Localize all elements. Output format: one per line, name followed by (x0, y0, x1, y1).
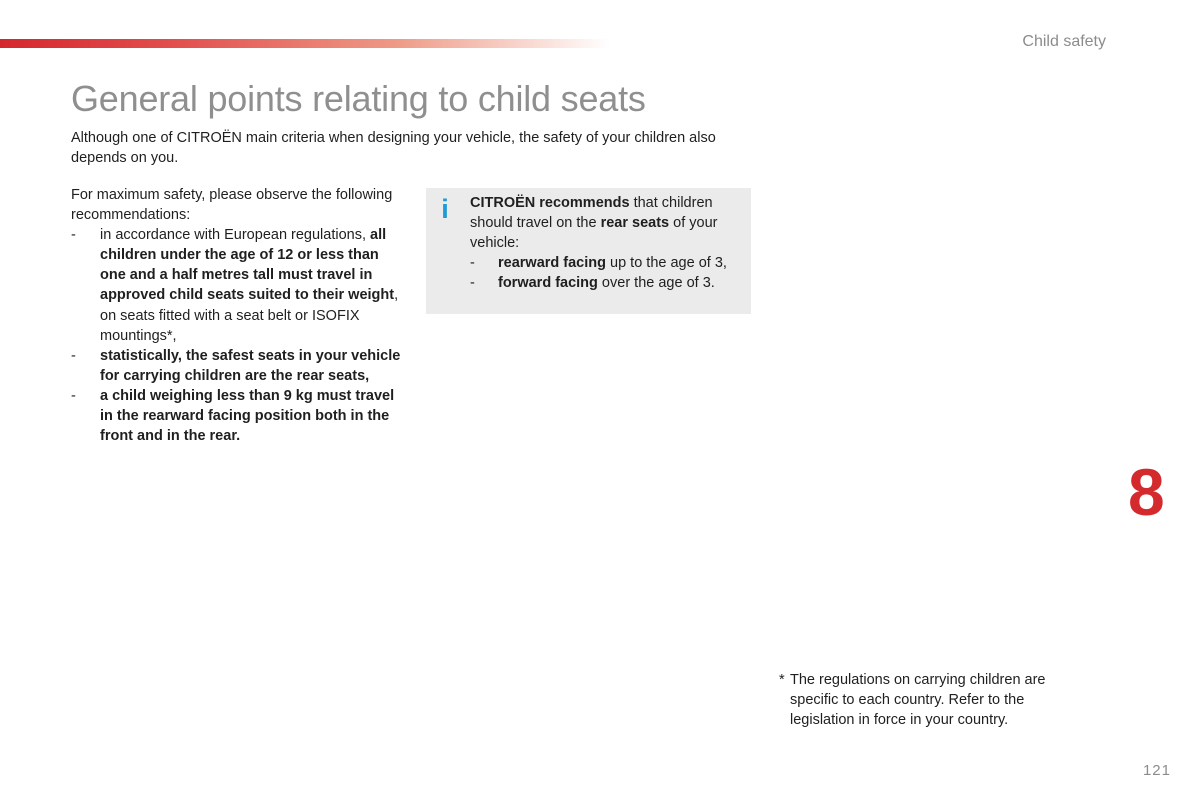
footnote-marker: * (779, 672, 785, 688)
item-bold-text: a child weighing less than 9 kg must travel in the rearward facing position both in the front and in the rear. (100, 387, 395, 445)
list-item: - forward facing over the age of 3. (470, 273, 748, 293)
item-bold-text: all children under the age of 12 or less than one and a half metres tall must travel in approved child seats suited to their weight (100, 227, 395, 304)
info-list (470, 253, 748, 293)
list-dash: - (470, 275, 475, 292)
info-bold-text: forward facing (498, 275, 598, 292)
section-title: Child safety (1022, 33, 1106, 50)
info-icon: i (441, 194, 449, 224)
list-item (71, 225, 401, 346)
item-bold-text: statistically, the safest seats in your vehicle for carrying children are the rear seats, (100, 347, 401, 384)
info-box (426, 188, 751, 314)
item-text: in accordance with European regulations, (100, 227, 371, 244)
info-bold-text: rearward facing (498, 255, 606, 272)
chapter-number: 8 (1128, 455, 1165, 529)
list-dash: - (470, 255, 475, 272)
header-accent-bar (0, 39, 610, 48)
page-number: 121 (1142, 762, 1171, 779)
page-title: General points relating to child seats (71, 78, 646, 119)
list-item (71, 386, 401, 446)
recommendations-lead: For maximum safety, please observe the following recommendations: (71, 187, 393, 224)
list-dash: - (71, 227, 76, 244)
list-item (71, 346, 401, 386)
info-text (470, 193, 748, 293)
footnote (779, 670, 1079, 730)
list-item: - rearward facing up to the age of 3, (470, 253, 748, 273)
intro-paragraph: Although one of CITROËN main criteria when designing your vehicle, the safety of your children also depends on you. (71, 130, 716, 166)
list-dash: - (71, 347, 76, 364)
footnote-text: The regulations on carrying children are specific to each country. Refer to the legislation in force in your country. (790, 672, 1046, 729)
list-dash: - (71, 387, 76, 404)
recommendations-section (71, 185, 401, 446)
recommendations-list (71, 225, 401, 446)
info-bold-text: CITROËN recommends (470, 195, 630, 211)
info-paragraph: CITROËN recommends that children should travel on the rear seats of your vehicle: (470, 195, 718, 252)
item-text: , on seats fitted with a seat belt or ISOFIX mountings*, (100, 287, 399, 344)
info-bold-text: rear seats (600, 215, 670, 232)
